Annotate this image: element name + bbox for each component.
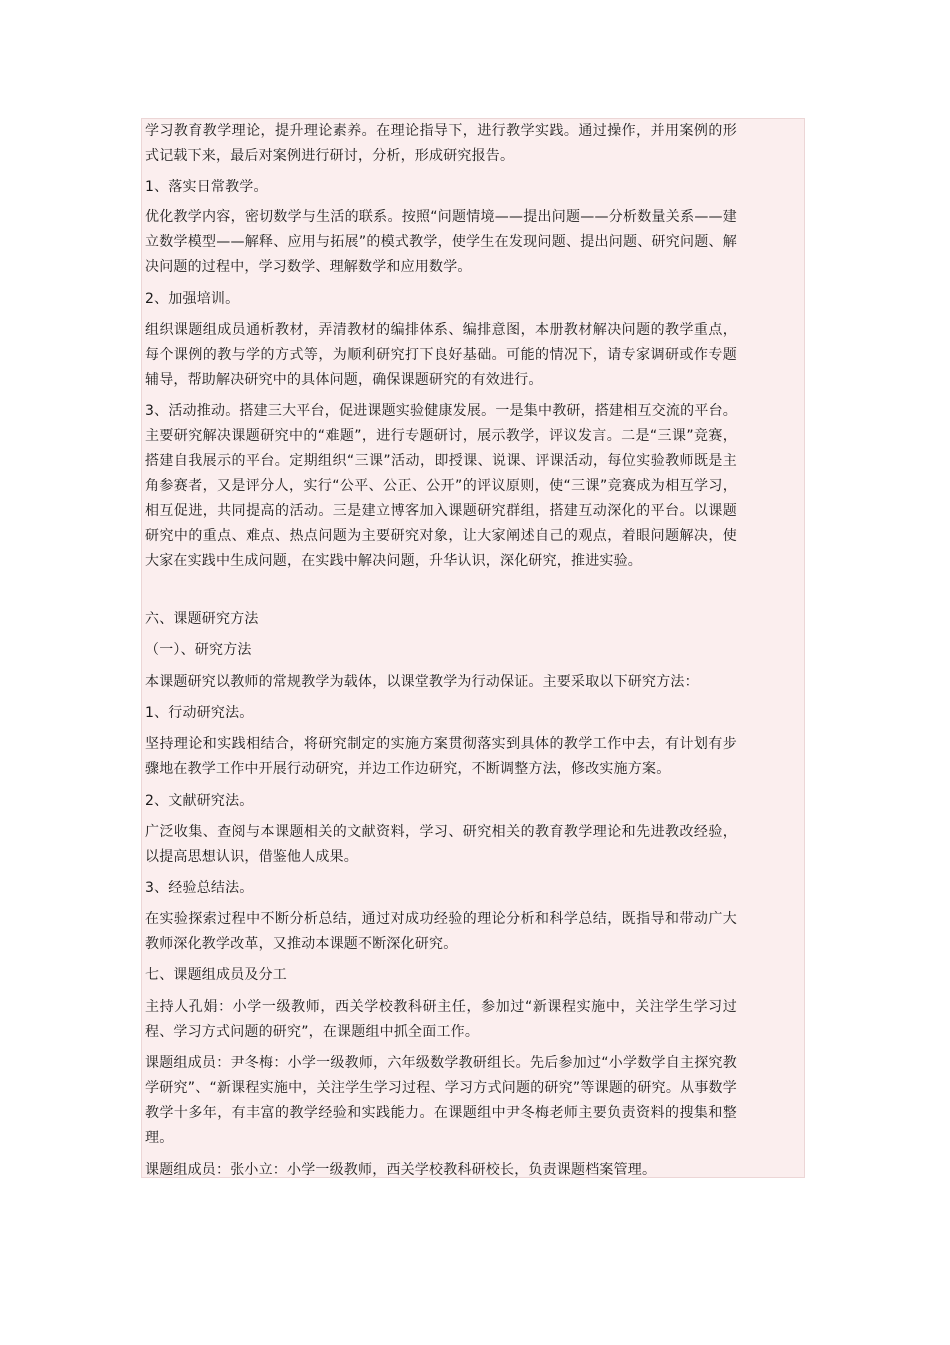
paragraph-daily-teaching: 优化教学内容，密切数学与生活的联系。按照“问题情境——提出问题——分析数量关系——建立数学模型——解释、应用与拓展”的模式教学，使学生在发现问题、提出问题、研究问题、解决问题的过程中，学习数学、理解数学和应用数学。 <box>145 209 737 275</box>
paragraph-member-yin: 课题组成员：尹冬梅：小学一级教师，六年级数学教研组长。先后参加过“小学数学自主探究教学研究”、“新课程实施中，关注学生学习过程、学习方式问题的研究”等课题的研究。从事数学教学十多年，有丰富的教学经验和实践能力。在课题组中尹冬梅老师主要负责资料的搜集和整理。 <box>145 1055 737 1146</box>
paragraph-member-zhang: 课题组成员：张小立：小学一级教师，西关学校教科研校长，负责课题档案管理。 <box>145 1162 657 1178</box>
paragraph-methods-intro: 本课题研究以教师的常规教学为载体，以课堂教学为行动保证。主要采取以下研究方法： <box>145 674 699 690</box>
heading-literature-research: 2、文献研究法。 <box>145 793 254 809</box>
heading-daily-teaching: 1、落实日常教学。 <box>145 179 268 195</box>
paragraph-action-research: 坚持理论和实践相结合，将研究制定的实施方案贯彻落实到具体的教学工作中去，有计划有步骤地在教学工作中开展行动研究，并边工作边研究，不断调整方法，修改实施方案。 <box>145 736 737 777</box>
paragraph-host: 主持人孔娟：小学一级教师，西关学校教科研主任，参加过“新课程实施中，关注学生学习过程、学习方式问题的研究”，在课题组中抓全面工作。 <box>145 999 737 1040</box>
heading-action-research: 1、行动研究法。 <box>145 705 254 721</box>
paragraph-literature-research: 广泛收集、查阅与本课题相关的文献资料，学习、研究相关的教育教学理论和先进教改经验，以提高思想认识，借鉴他人成果。 <box>145 824 737 865</box>
section-heading-members: 七、课题组成员及分工 <box>145 967 287 983</box>
paragraph-training: 组织课题组成员通析教材，弄清教材的编排体系、编排意图，本册教材解决问题的教学重点，每个课例的教与学的方式等，为顺利研究打下良好基础。可能的情况下，请专家调研或作专题辅导，帮助解决研究中的具体问题，确保课题研究的有效进行。 <box>145 322 737 388</box>
paragraph-experience-summary: 在实验探索过程中不断分析总结，通过对成功经验的理论分析和科学总结，既指导和带动广大教师深化教学改革，又推动本课题不断深化研究。 <box>145 911 737 952</box>
document-content-box <box>141 118 805 1178</box>
subsection-heading-methods: （一）、研究方法 <box>145 642 252 658</box>
heading-training: 2、加强培训。 <box>145 291 240 307</box>
paragraph-activity: 3、活动推动。搭建三大平台，促进课题实验健康发展。一是集中教研，搭建相互交流的平台。主要研究解决课题研究中的“难题”，进行专题研讨，展示教学，评议发言。二是“三课”竞赛，搭建自我展示的平台。定期组织“三课”活动，即授课、说课、评课活动，每位实验教师既是主角参赛者，又是评分人，实行“公平、公正、公开”的评议原则，使“三课”竞赛成为相互学习，相互促进，共同提高的活动。三是建立博客加入课题研究群组，搭建互动深化的平台。以课题研究中的重点、难点、热点问题为主要研究对象，让大家阐述自己的观点，着眼问题解决，使大家在实践中生成问题，在实践中解决问题，升华认识，深化研究，推进实验。 <box>145 403 737 569</box>
heading-experience-summary: 3、经验总结法。 <box>145 880 254 896</box>
section-heading-methods: 六、课题研究方法 <box>145 611 259 627</box>
paragraph-intro: 学习教育教学理论，提升理论素养。在理论指导下，进行教学实践。通过操作，并用案例的形式记载下来，最后对案例进行研讨，分析，形成研究报告。 <box>145 123 737 164</box>
